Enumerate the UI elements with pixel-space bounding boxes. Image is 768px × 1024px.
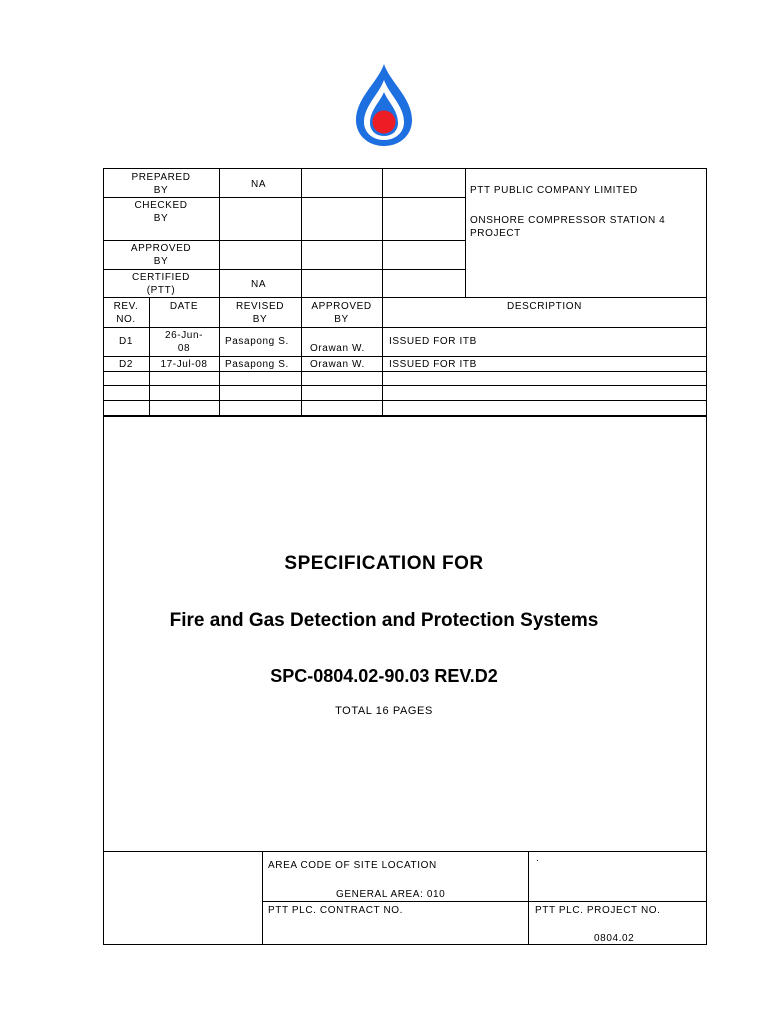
rule xyxy=(103,269,466,270)
rule xyxy=(465,168,466,297)
total-pages: TOTAL 16 PAGES xyxy=(335,705,433,717)
rule xyxy=(103,327,707,328)
col-approved-by: APPROVED BY xyxy=(311,301,372,325)
table-row-rev: D2 xyxy=(119,359,133,370)
prepared-by-label: PREPARED BY xyxy=(131,172,191,196)
table-row-description: ISSUED FOR ITB xyxy=(389,336,477,347)
table-row-description: ISSUED FOR ITB xyxy=(389,359,477,370)
col-description: DESCRIPTION xyxy=(507,301,582,312)
project-name: ONSHORE COMPRESSOR STATION 4 PROJECT xyxy=(470,215,666,239)
ptt-logo-icon xyxy=(352,62,416,148)
table-row-approved-by: Orawan W. xyxy=(310,343,365,354)
table-row-approved-by: Orawan W. xyxy=(310,359,365,370)
col-rev-no: REV. NO. xyxy=(113,301,139,325)
area-code-value: GENERAL AREA: 010 xyxy=(336,889,446,900)
rule xyxy=(262,901,707,902)
area-code-label: AREA CODE OF SITE LOCATION xyxy=(268,860,437,871)
rule xyxy=(103,415,707,417)
rule xyxy=(528,851,529,945)
certified-value: NA xyxy=(251,279,267,290)
project-no-value: 0804.02 xyxy=(594,933,635,944)
certified-label: CERTIFIED (PTT) xyxy=(132,272,190,296)
table-row-revised-by: Pasapong S. xyxy=(225,359,289,370)
table-row-date: 17-Jul-08 xyxy=(160,359,208,370)
col-date: DATE xyxy=(169,301,199,312)
company-name: PTT PUBLIC COMPANY LIMITED xyxy=(470,185,638,196)
checked-by-label: CHECKED BY xyxy=(134,200,188,224)
document-title: Fire and Gas Detection and Protection Systems xyxy=(169,610,599,631)
prepared-by-value: NA xyxy=(251,179,267,190)
rule xyxy=(103,240,466,241)
contract-label: PTT PLC. CONTRACT NO. xyxy=(268,905,404,916)
rule xyxy=(103,851,707,852)
rule xyxy=(262,851,263,945)
project-no-label: PTT PLC. PROJECT NO. xyxy=(535,905,661,916)
approved-by-label: APPROVED BY xyxy=(130,243,192,267)
rule xyxy=(382,297,383,415)
rule xyxy=(301,168,302,297)
table-row-date: 26-Jun- 08 xyxy=(164,330,204,354)
table-row-revised-by: Pasapong S. xyxy=(225,336,289,347)
area-code-note: . xyxy=(536,853,540,864)
document-heading: SPECIFICATION FOR xyxy=(284,553,484,574)
rule xyxy=(149,297,150,415)
rule xyxy=(382,168,383,297)
rule xyxy=(219,168,220,297)
table-row-rev: D1 xyxy=(119,336,133,347)
col-revised-by: REVISED BY xyxy=(235,301,285,325)
rule xyxy=(103,371,707,372)
rule xyxy=(103,297,707,298)
rule xyxy=(103,356,707,357)
rule xyxy=(103,385,707,386)
document-number: SPC-0804.02-90.03 REV.D2 xyxy=(270,666,498,686)
rule xyxy=(103,400,707,401)
rule xyxy=(103,197,466,198)
